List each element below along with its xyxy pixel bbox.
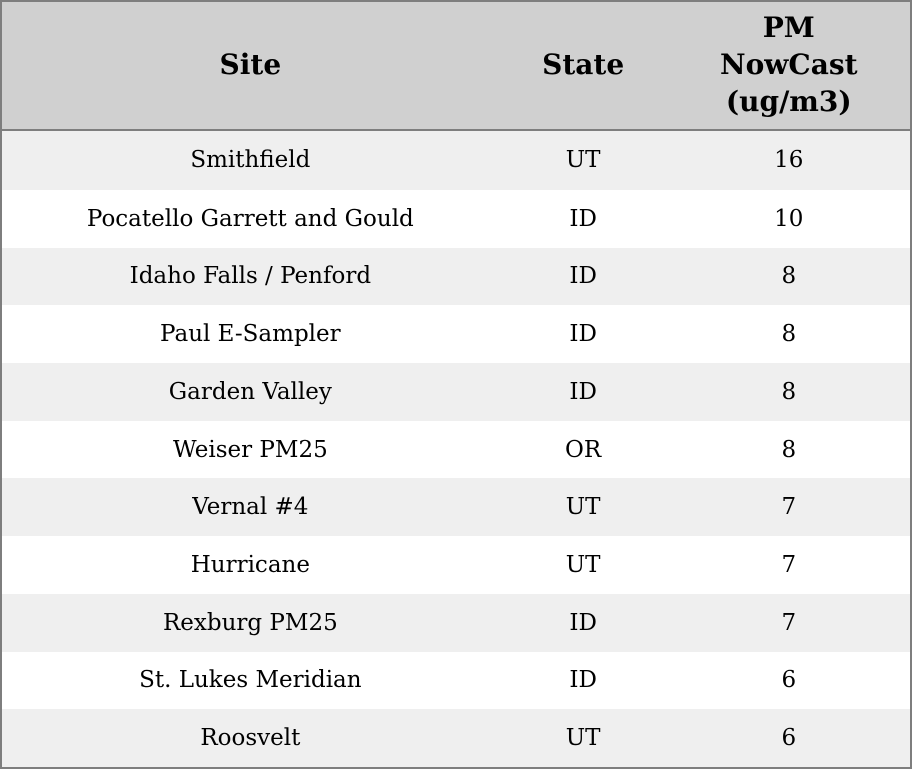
pm-value-cell: 8 (781, 321, 797, 348)
table-row (2, 594, 910, 652)
site-cell: Idaho Falls / Penford (129, 263, 372, 290)
site-cell: Rexburg PM25 (162, 609, 338, 636)
table-row (2, 709, 910, 767)
state-cell: OR (565, 436, 602, 463)
table-row (2, 421, 910, 479)
header-row (2, 2, 910, 130)
table-row (2, 190, 910, 248)
state-cell: UT (565, 725, 601, 752)
site-cell: Smithfield (190, 147, 311, 174)
table-row (2, 130, 910, 190)
table-row (2, 248, 910, 306)
site-cell: Garden Valley (168, 378, 332, 405)
pm-value-cell: 8 (781, 263, 797, 290)
column-header-pm-nowcast (668, 2, 910, 130)
site-cell: St. Lukes Meridian (139, 667, 362, 694)
column-header-site (2, 2, 499, 130)
state-cell: ID (569, 205, 597, 232)
table-header (2, 2, 910, 130)
table-row (2, 536, 910, 594)
site-cell: Weiser PM25 (172, 436, 328, 463)
table-body (2, 130, 910, 767)
pm-value-cell: 10 (774, 205, 804, 232)
pm-value-cell: 7 (781, 609, 797, 636)
pm-value-cell: 7 (781, 551, 797, 578)
table-row (2, 478, 910, 536)
site-cell: Roosvelt (200, 725, 301, 752)
data-table (2, 2, 910, 767)
site-cell: Pocatello Garrett and Gould (86, 205, 414, 232)
pm-value-cell: 7 (781, 494, 797, 521)
state-cell: ID (569, 609, 597, 636)
column-header-state (499, 2, 668, 130)
state-cell: ID (569, 263, 597, 290)
table-row (2, 305, 910, 363)
state-cell: ID (569, 321, 597, 348)
state-cell: UT (565, 494, 601, 521)
site-cell: Vernal #4 (192, 494, 309, 521)
table-row (2, 363, 910, 421)
site-cell: Paul E-Sampler (160, 321, 341, 348)
pm-value-cell: 6 (781, 667, 797, 694)
table-row (2, 652, 910, 710)
state-cell: ID (569, 667, 597, 694)
pm-value-cell: 8 (781, 378, 797, 405)
column-header-state-label: State (542, 48, 625, 82)
pm-value-cell: 16 (774, 147, 804, 174)
column-header-pm-nowcast-label: PM NowCast (ug/m3) (720, 11, 858, 118)
state-cell: UT (565, 551, 601, 578)
state-cell: UT (565, 147, 601, 174)
pm-value-cell: 6 (781, 725, 797, 752)
site-cell: Hurricane (190, 551, 310, 578)
column-header-site-label: Site (219, 48, 282, 82)
state-cell: ID (569, 378, 597, 405)
pm-value-cell: 8 (781, 436, 797, 463)
